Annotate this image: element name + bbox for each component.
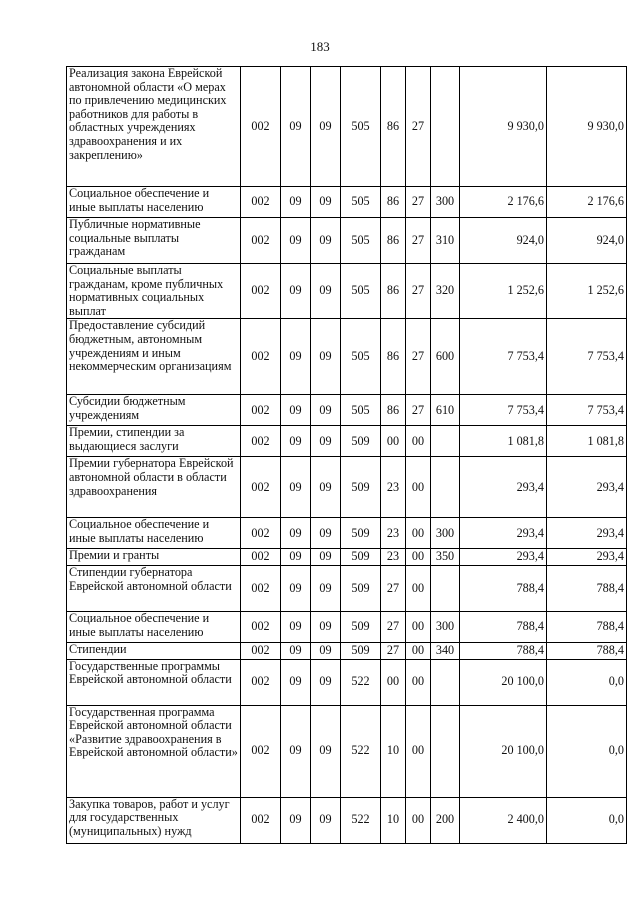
cell-item-name: Социальное обеспечение и иные выплаты населению [67, 611, 241, 642]
cell-item-name: Социальные выплаты гражданам, кроме публичных нормативных социальных выплат [67, 264, 241, 319]
cell-item-name: Стипендии [67, 642, 241, 659]
cell-item-name: Премии, стипендии за выдающиеся заслуги [67, 426, 241, 457]
cell-target-article-2: 23 [381, 457, 406, 518]
cell-admin-code: 002 [241, 659, 281, 705]
cell-admin-code: 002 [241, 218, 281, 264]
cell-amount-2: 0,0 [547, 705, 627, 797]
cell-target-article-2: 27 [381, 611, 406, 642]
cell-admin-code: 002 [241, 565, 281, 611]
cell-target-article-2: 00 [381, 659, 406, 705]
cell-amount-2: 0,0 [547, 797, 627, 843]
table-row [67, 565, 627, 611]
cell-amount-2: 293,4 [547, 518, 627, 549]
table-row [67, 67, 627, 187]
cell-target-article-3: 27 [406, 187, 431, 218]
cell-section: 09 [281, 705, 311, 797]
cell-target-article-3: 00 [406, 518, 431, 549]
cell-subsection: 09 [311, 611, 341, 642]
cell-section: 09 [281, 549, 311, 566]
cell-expense-type: 350 [431, 549, 460, 566]
cell-item-name: Реализация закона Еврейской автономной области «О мерах по привлечению медицинских работников для работы в областных учреждениях здравоохранения и их закреплению» [67, 67, 241, 187]
cell-target-article-2: 86 [381, 67, 406, 187]
table-row [67, 218, 627, 264]
table-row [67, 518, 627, 549]
cell-admin-code: 002 [241, 67, 281, 187]
cell-expense-type [431, 457, 460, 518]
cell-item-name: Закупка товаров, работ и услуг для государственных (муниципальных) нужд [67, 797, 241, 843]
cell-expense-type: 320 [431, 264, 460, 319]
cell-subsection: 09 [311, 187, 341, 218]
cell-section: 09 [281, 264, 311, 319]
cell-expense-type: 300 [431, 187, 460, 218]
cell-expense-type: 300 [431, 518, 460, 549]
cell-amount-1: 7 753,4 [460, 395, 547, 426]
cell-item-name: Социальное обеспечение и иные выплаты населению [67, 518, 241, 549]
cell-target-article-3: 27 [406, 319, 431, 395]
budget-table [66, 66, 627, 844]
cell-section: 09 [281, 395, 311, 426]
cell-target-article-3: 00 [406, 705, 431, 797]
cell-item-name: Субсидии бюджетным учреждениям [67, 395, 241, 426]
cell-target-article-3: 27 [406, 218, 431, 264]
cell-amount-1: 7 753,4 [460, 319, 547, 395]
cell-target-article-1: 505 [341, 218, 381, 264]
cell-expense-type [431, 705, 460, 797]
table-row [67, 549, 627, 566]
cell-amount-1: 293,4 [460, 457, 547, 518]
table-row [67, 659, 627, 705]
table-row [67, 187, 627, 218]
cell-target-article-3: 00 [406, 565, 431, 611]
cell-amount-1: 924,0 [460, 218, 547, 264]
cell-section: 09 [281, 797, 311, 843]
cell-admin-code: 002 [241, 705, 281, 797]
cell-item-name: Предоставление субсидий бюджетным, автономным учреждениям и иным некоммерческим организациям [67, 319, 241, 395]
table-row [67, 457, 627, 518]
cell-admin-code: 002 [241, 457, 281, 518]
cell-target-article-1: 505 [341, 67, 381, 187]
cell-target-article-3: 00 [406, 549, 431, 566]
cell-section: 09 [281, 611, 311, 642]
cell-subsection: 09 [311, 518, 341, 549]
table-row [67, 319, 627, 395]
cell-target-article-1: 505 [341, 187, 381, 218]
cell-admin-code: 002 [241, 426, 281, 457]
cell-amount-2: 7 753,4 [547, 319, 627, 395]
cell-amount-1: 788,4 [460, 611, 547, 642]
cell-amount-2: 924,0 [547, 218, 627, 264]
cell-section: 09 [281, 642, 311, 659]
cell-subsection: 09 [311, 549, 341, 566]
table-row [67, 395, 627, 426]
cell-target-article-1: 509 [341, 611, 381, 642]
cell-amount-2: 293,4 [547, 457, 627, 518]
cell-amount-1: 20 100,0 [460, 705, 547, 797]
cell-subsection: 09 [311, 705, 341, 797]
cell-admin-code: 002 [241, 395, 281, 426]
table-row [67, 642, 627, 659]
cell-amount-2: 9 930,0 [547, 67, 627, 187]
cell-section: 09 [281, 218, 311, 264]
cell-amount-2: 293,4 [547, 549, 627, 566]
cell-amount-1: 1 252,6 [460, 264, 547, 319]
cell-section: 09 [281, 67, 311, 187]
cell-expense-type [431, 565, 460, 611]
cell-section: 09 [281, 319, 311, 395]
budget-table-body [67, 67, 627, 844]
cell-target-article-2: 86 [381, 264, 406, 319]
cell-item-name: Государственные программы Еврейской автономной области [67, 659, 241, 705]
cell-admin-code: 002 [241, 264, 281, 319]
cell-target-article-3: 00 [406, 797, 431, 843]
cell-target-article-1: 522 [341, 659, 381, 705]
cell-target-article-2: 86 [381, 319, 406, 395]
cell-amount-1: 1 081,8 [460, 426, 547, 457]
page-number: 183 [310, 39, 330, 54]
cell-subsection: 09 [311, 642, 341, 659]
table-row [67, 611, 627, 642]
cell-target-article-3: 00 [406, 611, 431, 642]
cell-subsection: 09 [311, 395, 341, 426]
table-row [67, 797, 627, 843]
cell-target-article-1: 505 [341, 319, 381, 395]
cell-section: 09 [281, 659, 311, 705]
cell-subsection: 09 [311, 659, 341, 705]
cell-target-article-1: 509 [341, 457, 381, 518]
cell-target-article-3: 00 [406, 426, 431, 457]
cell-admin-code: 002 [241, 319, 281, 395]
cell-expense-type: 610 [431, 395, 460, 426]
cell-subsection: 09 [311, 319, 341, 395]
cell-amount-2: 0,0 [547, 659, 627, 705]
cell-amount-2: 788,4 [547, 611, 627, 642]
cell-subsection: 09 [311, 264, 341, 319]
cell-expense-type [431, 67, 460, 187]
cell-section: 09 [281, 187, 311, 218]
cell-target-article-2: 86 [381, 218, 406, 264]
cell-amount-1: 293,4 [460, 518, 547, 549]
cell-amount-1: 20 100,0 [460, 659, 547, 705]
cell-amount-1: 2 400,0 [460, 797, 547, 843]
cell-expense-type: 200 [431, 797, 460, 843]
cell-subsection: 09 [311, 426, 341, 457]
cell-subsection: 09 [311, 67, 341, 187]
table-row [67, 426, 627, 457]
cell-expense-type [431, 426, 460, 457]
cell-admin-code: 002 [241, 549, 281, 566]
cell-expense-type: 600 [431, 319, 460, 395]
cell-target-article-3: 27 [406, 264, 431, 319]
cell-target-article-2: 27 [381, 565, 406, 611]
cell-amount-2: 2 176,6 [547, 187, 627, 218]
cell-target-article-1: 505 [341, 395, 381, 426]
cell-target-article-1: 505 [341, 264, 381, 319]
cell-amount-2: 1 081,8 [547, 426, 627, 457]
cell-amount-1: 293,4 [460, 549, 547, 566]
cell-target-article-3: 00 [406, 642, 431, 659]
cell-admin-code: 002 [241, 518, 281, 549]
cell-item-name: Государственная программа Еврейской автономной области «Развитие здравоохранения в Еврейской автономной области» [67, 705, 241, 797]
cell-section: 09 [281, 518, 311, 549]
cell-amount-2: 788,4 [547, 565, 627, 611]
cell-target-article-2: 86 [381, 395, 406, 426]
table-row [67, 264, 627, 319]
cell-target-article-1: 509 [341, 518, 381, 549]
table-row [67, 705, 627, 797]
cell-target-article-3: 27 [406, 67, 431, 187]
cell-subsection: 09 [311, 565, 341, 611]
cell-admin-code: 002 [241, 642, 281, 659]
cell-admin-code: 002 [241, 797, 281, 843]
cell-item-name: Премии губернатора Еврейской автономной области в области здравоохранения [67, 457, 241, 518]
cell-amount-1: 788,4 [460, 642, 547, 659]
cell-item-name: Стипендии губернатора Еврейской автономной области [67, 565, 241, 611]
cell-admin-code: 002 [241, 187, 281, 218]
cell-target-article-1: 522 [341, 705, 381, 797]
cell-item-name: Публичные нормативные социальные выплаты гражданам [67, 218, 241, 264]
cell-target-article-2: 23 [381, 518, 406, 549]
cell-item-name: Премии и гранты [67, 549, 241, 566]
cell-target-article-3: 00 [406, 659, 431, 705]
cell-target-article-3: 27 [406, 395, 431, 426]
cell-target-article-2: 10 [381, 797, 406, 843]
cell-target-article-2: 10 [381, 705, 406, 797]
cell-section: 09 [281, 565, 311, 611]
cell-expense-type: 310 [431, 218, 460, 264]
cell-target-article-1: 509 [341, 426, 381, 457]
cell-subsection: 09 [311, 457, 341, 518]
cell-expense-type: 340 [431, 642, 460, 659]
cell-amount-1: 788,4 [460, 565, 547, 611]
cell-amount-2: 7 753,4 [547, 395, 627, 426]
cell-target-article-1: 522 [341, 797, 381, 843]
cell-expense-type [431, 659, 460, 705]
cell-target-article-2: 00 [381, 426, 406, 457]
cell-amount-2: 1 252,6 [547, 264, 627, 319]
cell-amount-2: 788,4 [547, 642, 627, 659]
cell-section: 09 [281, 457, 311, 518]
cell-section: 09 [281, 426, 311, 457]
cell-target-article-3: 00 [406, 457, 431, 518]
cell-target-article-2: 86 [381, 187, 406, 218]
cell-amount-1: 2 176,6 [460, 187, 547, 218]
cell-target-article-2: 27 [381, 642, 406, 659]
cell-target-article-1: 509 [341, 565, 381, 611]
cell-expense-type: 300 [431, 611, 460, 642]
cell-subsection: 09 [311, 797, 341, 843]
cell-item-name: Социальное обеспечение и иные выплаты населению [67, 187, 241, 218]
cell-target-article-2: 23 [381, 549, 406, 566]
cell-amount-1: 9 930,0 [460, 67, 547, 187]
cell-target-article-1: 509 [341, 642, 381, 659]
cell-subsection: 09 [311, 218, 341, 264]
cell-target-article-1: 509 [341, 549, 381, 566]
cell-admin-code: 002 [241, 611, 281, 642]
